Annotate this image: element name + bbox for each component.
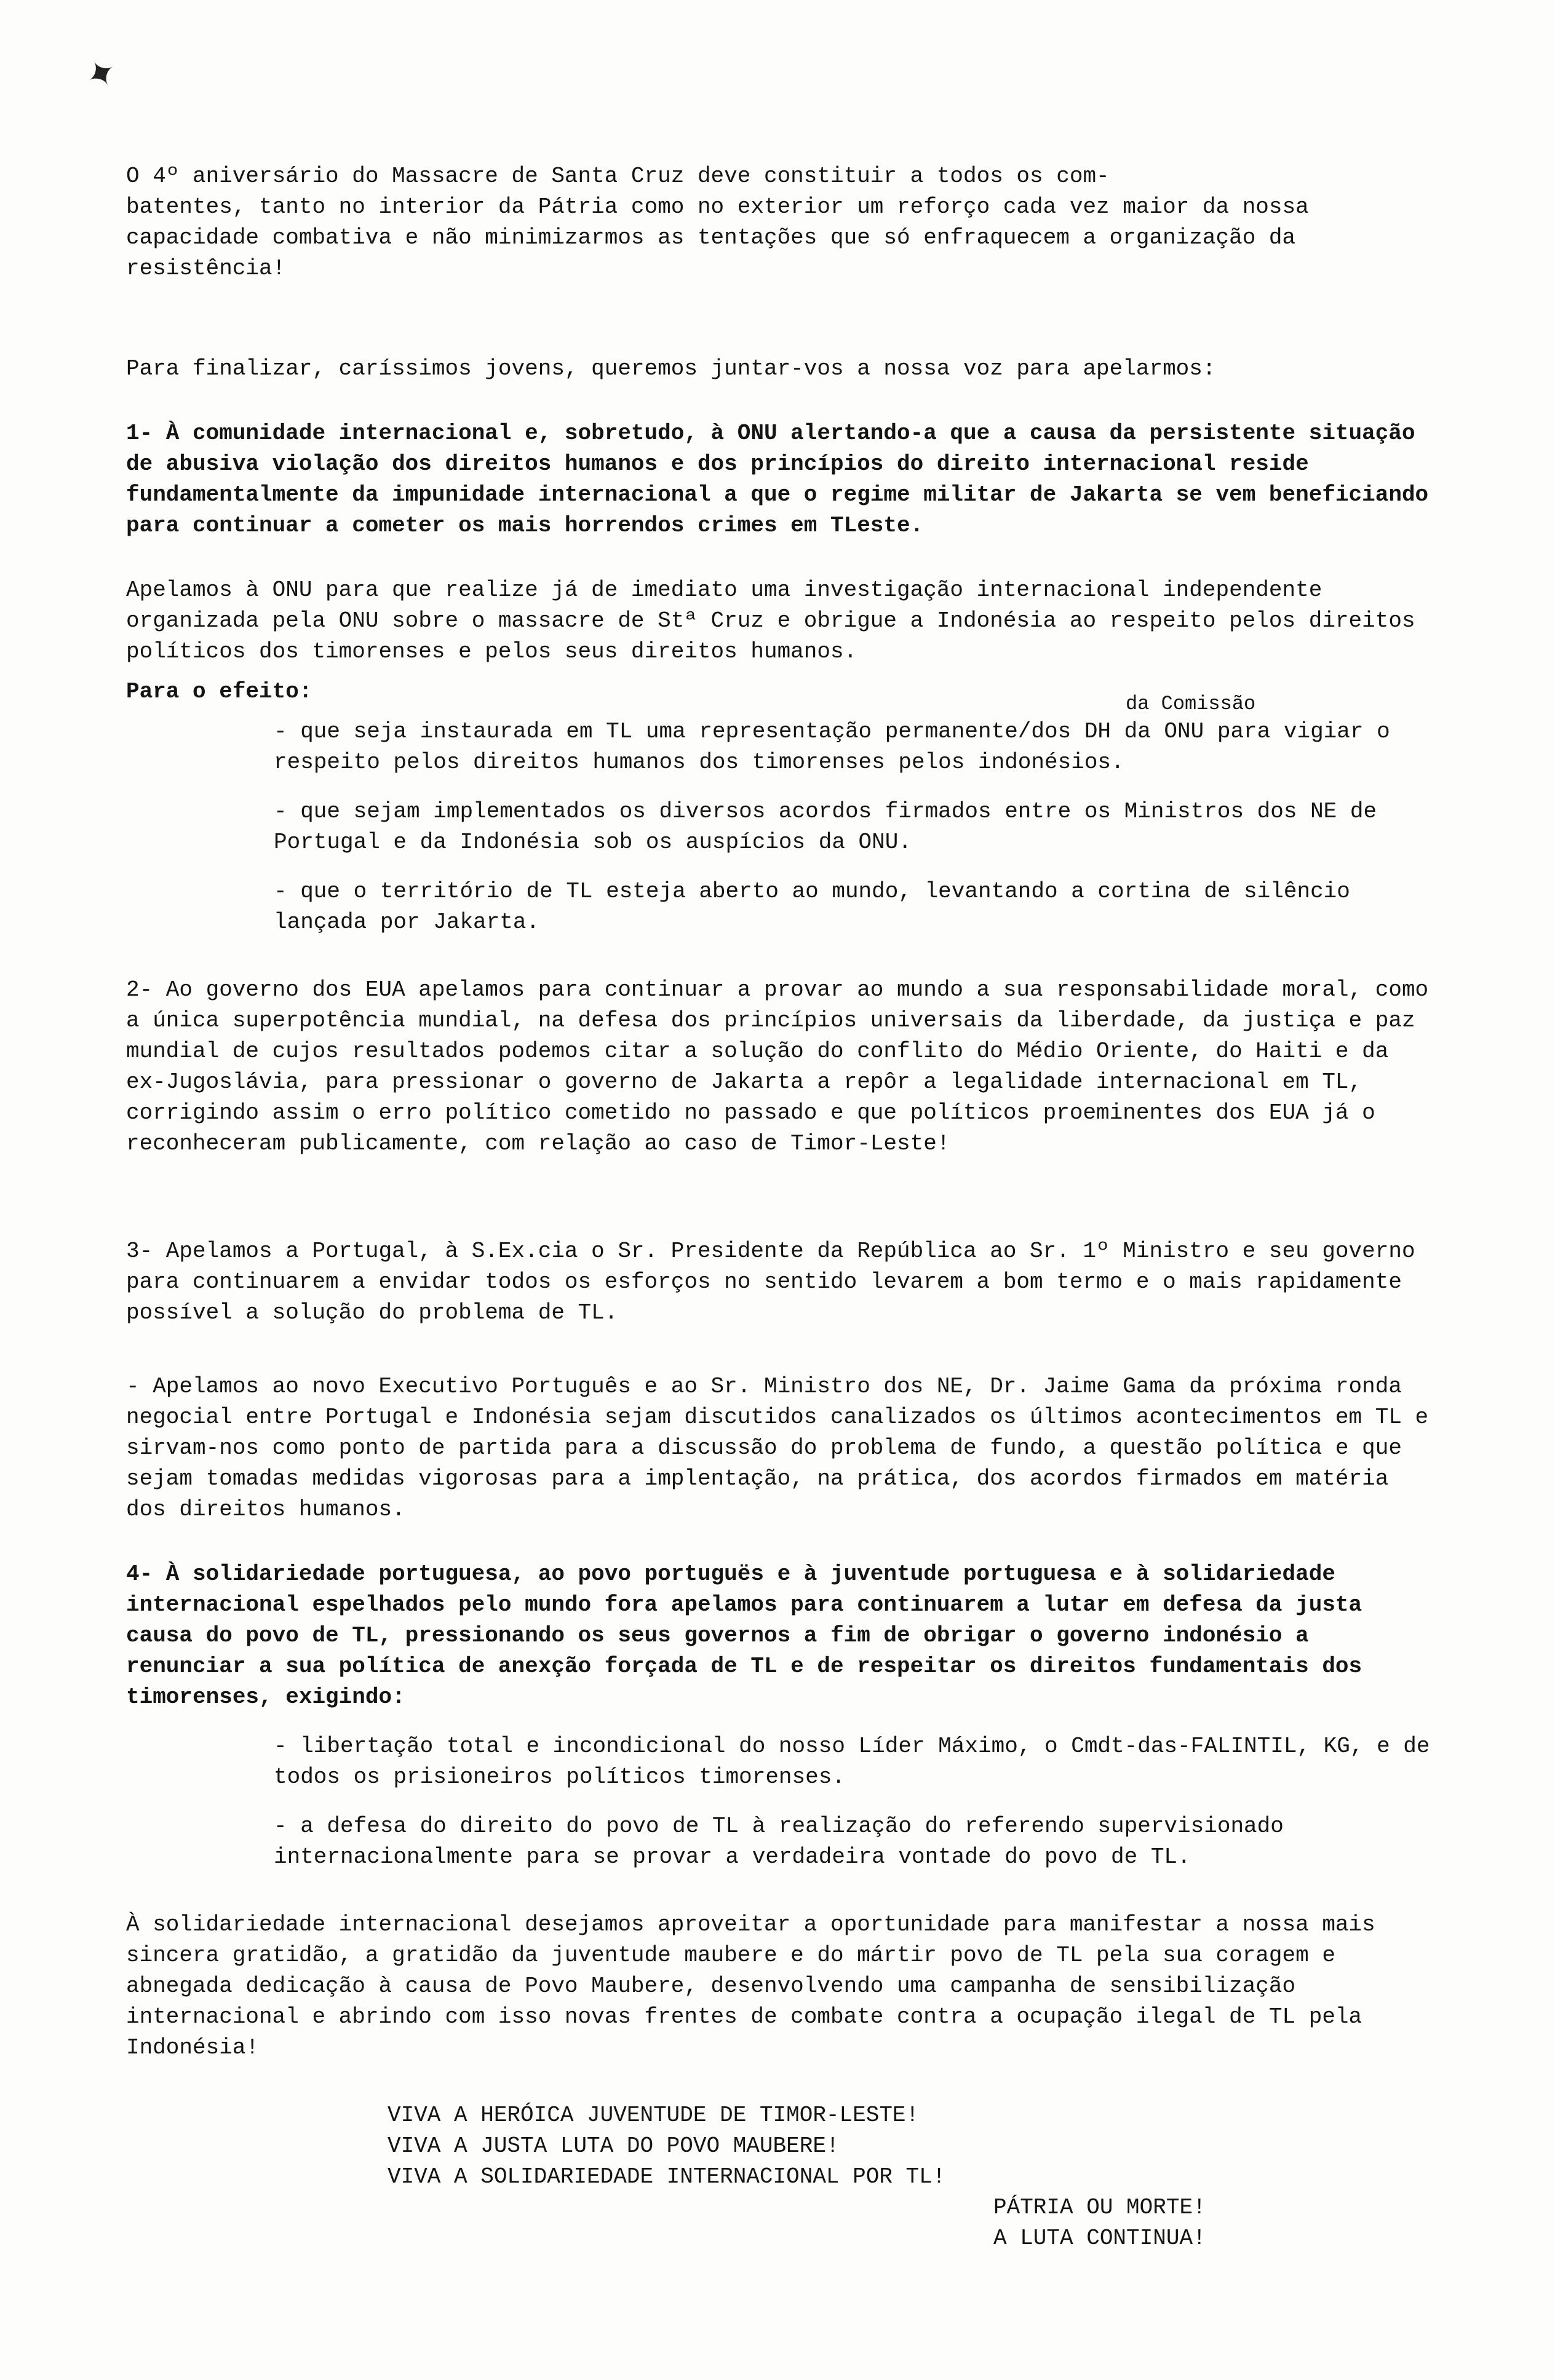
- list-item: - libertação total e incondicional do nosso Líder Máximo, o Cmdt-das-FALINTIL, KG, e de todos os prisioneiros políticos timorenses.: [274, 1734, 1444, 1790]
- list-item: - que sejam implementados os diversos acordos firmados entre os Ministros dos NE de Portugal e da Indonésia sob os auspícios da ONU.: [274, 799, 1390, 855]
- list-item: - que seja instaurada em TL uma representação permanente/dos DH da ONU para vigiar o respeito pelos direitos humanos dos timorenses pelos indonésios.: [274, 719, 1404, 775]
- point-1-onu: Apelamos à ONU para que realize já de imediato uma investigação internacional independente organizada pela ONU sobre o massacre de Stª Cruz e obrigue a Indonésia ao respeito pelos direitos políticos dos timorenses e pelos seus direitos humanos.: [126, 577, 1429, 664]
- slogan: VIVA A SOLIDARIEDADE INTERNACIONAL POR TL!: [388, 2164, 946, 2189]
- list-item: - que o território de TL esteja aberto ao mundo, levantando a cortina de silêncio lançada por Jakarta.: [274, 879, 1364, 935]
- signoff-line: A LUTA CONTINUA!: [993, 2226, 1206, 2251]
- slogan: VIVA A HERÓICA JUVENTUDE DE TIMOR-LESTE!: [388, 2103, 920, 2128]
- slogan: VIVA A JUSTA LUTA DO POVO MAUBERE!: [388, 2133, 840, 2159]
- closing-paragraph: À solidariedade internacional desejamos aproveitar a oportunidade para manifestar a nossa mais sincera gratidão, a gratidão da juventude maubere e do mártir povo de TL pela sua coragem e abnegada dedicação à causa de Povo Maubere, desenvolvendo uma campanha de sensibilização internacional e abrindo com isso novas frentes de combate contra a ocupação ilegal de TL pela Indonésia!: [126, 1912, 1389, 2060]
- appeal-intro: Para finalizar, caríssimos jovens, queremos juntar-vos a nossa voz para apelarmos:: [126, 356, 1216, 381]
- list-item: - a defesa do direito do povo de TL à realização do referendo supervisionado internacionalmente para se provar a verdadeira vontade do povo de TL.: [274, 1814, 1297, 1870]
- signoff-line: PÁTRIA OU MORTE!: [993, 2195, 1206, 2220]
- point-4: 4- À solidariedade portuguesa, ao povo portuguës e à juventude portuguesa e à solidariedade internacional espelhados pelo mundo fora apelamos para continuarem a lutar em defesa da justa causa do povo de TL, pressionando os seus governos a fim de obrigar o governo indonésio a renunciar a sua política de anexção forçada de TL e de respeitar os direitos fundamentais dos timorenses, exigindo:: [126, 1561, 1375, 1710]
- point-1: 1- À comunidade internacional e, sobretudo, à ONU alertando-a que a causa da persistente situação de abusiva violação dos direitos humanos e dos princípios do direito internacional reside fundamentalmente da impunidade internacional a que o regime militar de Jakarta se vem beneficiando para continuar a cometer os mais horrendos crimes em TLeste.: [126, 421, 1442, 538]
- handwritten-insert: da Comissão: [1126, 692, 1256, 715]
- point-2: 2- Ao governo dos EUA apelamos para continuar a provar ao mundo a sua responsabilidade moral, como a única superpotência mundial, na defesa dos princípios universais da liberdade, da justiça e paz mundial de cujos resultados podemos citar a solução do conflito do Médio Oriente, do Haiti e da ex-Jugoslávia, para pressionar o governo de Jakarta a repôr a legalidade internacional em TL, corrigindo assim o erro político cometido no passado e que políticos proeminentes dos EUA já o reconheceram publicamente, com relação ao caso de Timor-Leste!: [126, 977, 1442, 1156]
- point-3b: - Apelamos ao novo Executivo Português e ao Sr. Ministro dos NE, Dr. Jaime Gama da próxima ronda negocial entre Portugal e Indonésia sejam discutidos canalizados os últimos acontecimentos em TL e sirvam-nos como ponto de partida para a discussão do problema de fundo, a questão política e que sejam tomadas medidas vigorosas para a implentação, na prática, dos acordos firmados em matéria dos direitos humanos.: [126, 1374, 1442, 1522]
- scanner-speck-icon: ✦: [77, 48, 126, 101]
- intro-paragraph: O 4º aniversário do Massacre de Santa Cruz deve constituir a todos os com- batentes, tanto no interior da Pátria como no exterior um reforço cada vez maior da nossa capacidade combativa e não minimizarmos as tentações que só enfraquecem a organização da resistência!: [126, 164, 1309, 281]
- point-3: 3- Apelamos a Portugal, à S.Ex.cia o Sr. Presidente da República ao Sr. 1º Ministro e seu governo para continuarem a envidar todos os esforços no sentido levarem a bom termo e o mais rapidamente possível a solução do problema de TL.: [126, 1239, 1429, 1325]
- point-1-effect: Para o efeito:: [126, 679, 312, 704]
